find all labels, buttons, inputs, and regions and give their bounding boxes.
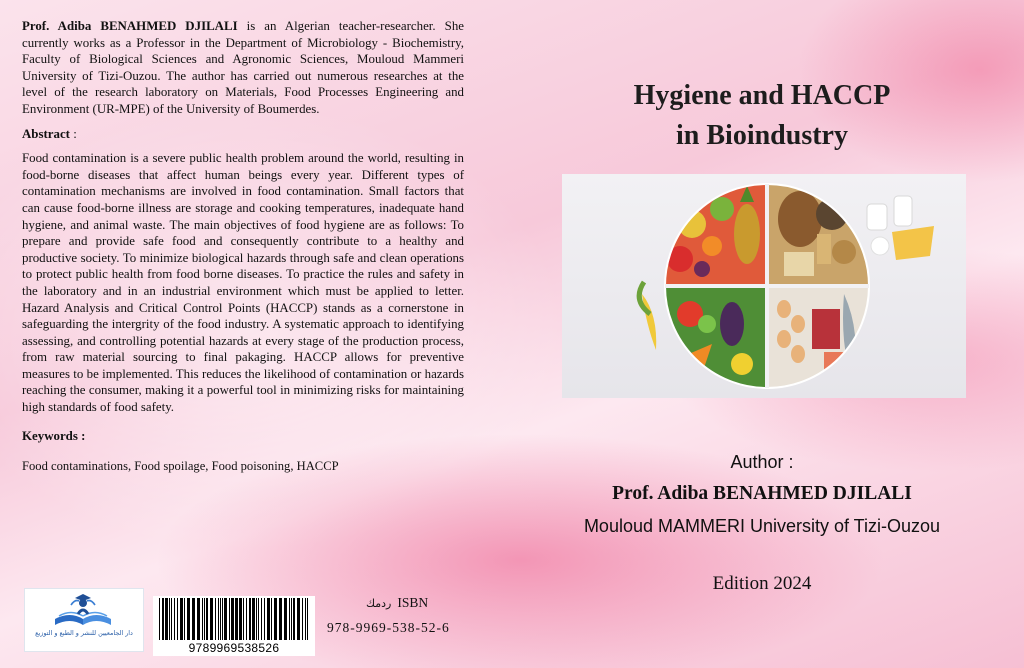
barcode-bar — [271, 598, 272, 640]
barcode-bar — [206, 598, 208, 640]
cover-image — [562, 174, 966, 398]
barcode-bar — [274, 598, 277, 640]
barcode-bar — [220, 598, 221, 640]
barcode-bar — [289, 598, 290, 640]
barcode-bar — [184, 598, 185, 640]
barcode-bar — [177, 598, 178, 640]
barcode-bar — [291, 598, 292, 640]
book-title-line2: in Bioindustry — [676, 120, 848, 151]
publisher-logo-text: دار الجامعيين للنشر و الطبع و التوزيع — [35, 629, 133, 637]
barcode-bar — [307, 598, 308, 640]
barcode-bar — [305, 598, 306, 640]
barcode-bar — [261, 598, 262, 640]
bio-author-name: Prof. Adiba BENAHMED DJILALI — [22, 19, 238, 33]
barcode-bar — [243, 598, 244, 640]
barcode-bar — [235, 598, 238, 640]
author-label: Author : — [730, 452, 794, 472]
barcode-bar — [239, 598, 242, 640]
barcode-bar — [224, 598, 227, 640]
barcode-bar — [204, 598, 205, 640]
barcode-bar — [231, 598, 234, 640]
barcode-bar — [267, 598, 270, 640]
barcode-bar — [284, 598, 287, 640]
barcode-bar — [279, 598, 282, 640]
barcode-bar — [302, 598, 303, 640]
abstract-label: Abstract — [22, 126, 70, 141]
publisher-logo — [24, 588, 144, 652]
barcode-bar — [165, 598, 168, 640]
isbn-label-text: ISBN — [397, 595, 429, 610]
barcode-bar — [192, 598, 195, 640]
barcode-bar — [258, 598, 259, 640]
barcode — [153, 596, 315, 656]
author-name: Prof. Adiba BENAHMED DJILALI — [612, 483, 912, 504]
barcode-bar — [218, 598, 219, 640]
barcode-bar — [297, 598, 300, 640]
isbn-number: 978-9969-538-52-6 — [327, 620, 450, 635]
barcode-number: 9789969538526 — [188, 641, 280, 655]
barcode-bar — [215, 598, 216, 640]
isbn-arabic: ردمك — [366, 597, 392, 610]
abstract-text: Food contamination is a severe public health problem around the world, resulting in food-borne diseases that affect human beings every year. Different types of contamination mechanisms are involved in food contamination. Small factors that can cause food-borne illness are storage and cooking temperatures, inadequate hand hygiene, and animal waste. The main objectives of food hygiene are as follows: To prepare and provide safe food and consequently contribute to a healthy and productive society. To minimize biological hazards through safe and clean operations to protect public health from food borne diseases. To practice the rules and safety in the laboratory and in an industrial environment which must be applied to letter. Hazard Analysis and Critical Control Points (HACCP) stands as a cornerstone in safeguarding the intergrity of the food industry. A systematic approach to identifying assessing, and controlling potential hazards at every stage of the production process, from raw material sourcing to final pakaging. HACCP allows for preventive measures to be implemented. This reduces the likelihood of contamination or hazards reaching the consumer, making it a powerful tool in minimizing risks for maintaining high standards of food safety. — [22, 151, 464, 415]
barcode-bar — [202, 598, 203, 640]
barcode-bar — [256, 598, 257, 640]
barcode-bar — [246, 598, 247, 640]
book-title-line1: Hygiene and HACCP — [633, 80, 891, 111]
barcode-bar — [187, 598, 190, 640]
author-university: Mouloud MAMMERI University of Tizi-Ouzou — [583, 516, 941, 536]
author-bio — [22, 18, 464, 118]
barcode-bar — [174, 598, 175, 640]
food-plate-image — [562, 174, 966, 398]
abstract-colon: : — [69, 126, 77, 141]
barcode-bar — [197, 598, 200, 640]
barcode-bar — [169, 598, 170, 640]
barcode-bar — [229, 598, 230, 640]
barcode-bar — [210, 598, 213, 640]
back-cover-text — [22, 18, 464, 475]
barcode-bar — [159, 598, 160, 640]
abstract-heading — [22, 126, 464, 143]
barcode-bar — [171, 598, 172, 640]
barcode-bar — [162, 598, 164, 640]
barcode-bar — [222, 598, 223, 640]
book-title — [563, 76, 961, 156]
edition: Edition 2024 — [712, 573, 812, 594]
keywords-text: Food contaminations, Food spoilage, Food poisoning, HACCP — [22, 459, 339, 474]
barcode-bar — [293, 598, 295, 640]
bio-text: is an Algerian teacher-researcher. She currently works as a Professor in the Department of Microbiology - Biochemistry, Faculty of Biological Sciences and Agronomic Sciences, Mouloud Mammeri University of Tizi-Ouzou. The author has carried out numerous researches at the level of the research laboratory on Materials, Food Processes Engineering and Environment (UR-MPE) of the University of Boumerdes. — [22, 19, 464, 116]
barcode-bar — [264, 598, 265, 640]
keywords-heading: Keywords : — [22, 428, 86, 443]
barcode-bars — [153, 596, 315, 640]
isbn-label — [366, 595, 428, 611]
barcode-bar — [252, 598, 255, 640]
barcode-bar — [249, 598, 251, 640]
barcode-bar — [180, 598, 183, 640]
